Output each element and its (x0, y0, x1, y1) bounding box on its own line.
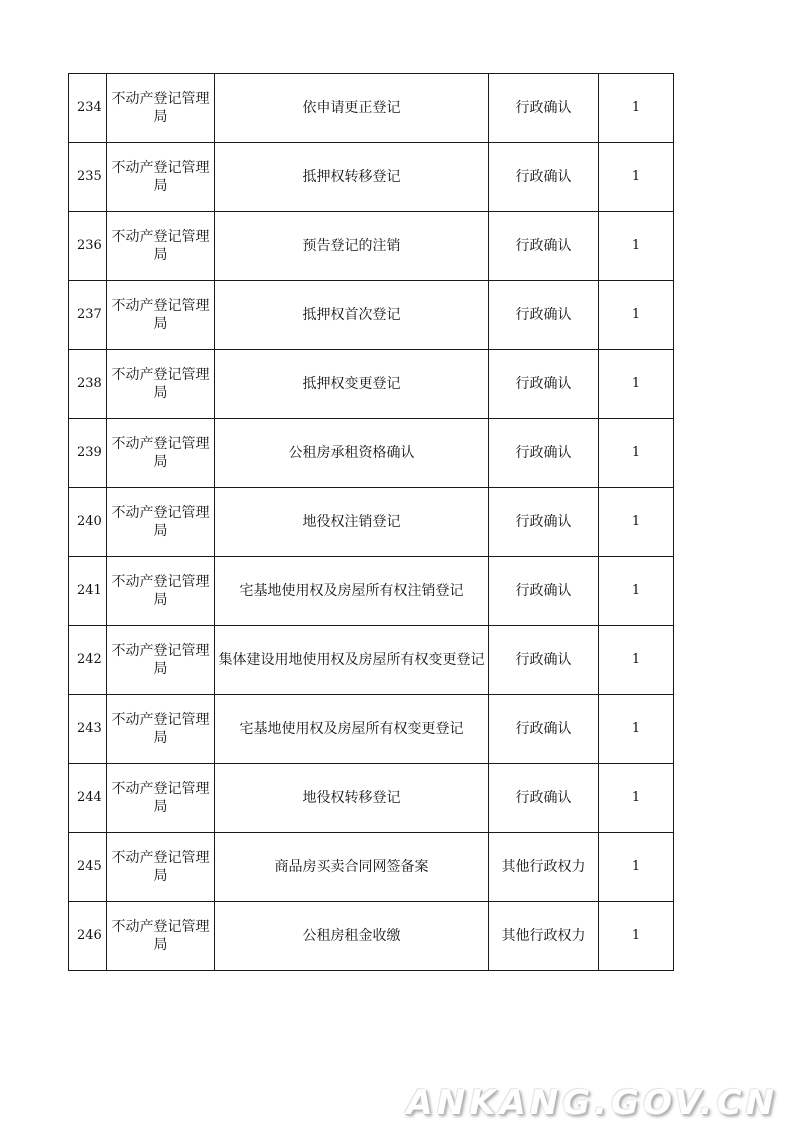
item-name-cell: 抵押权转移登记 (215, 143, 489, 212)
department-cell: 不动产登记管理局 (107, 350, 215, 419)
item-name-cell: 宅基地使用权及房屋所有权注销登记 (215, 557, 489, 626)
power-type-cell: 行政确认 (489, 419, 599, 488)
power-type-cell: 行政确认 (489, 281, 599, 350)
quantity-cell: 1 (599, 557, 674, 626)
table-row (69, 350, 674, 419)
power-type-cell: 行政确认 (489, 557, 599, 626)
department-cell: 不动产登记管理局 (107, 74, 215, 143)
power-type-cell: 行政确认 (489, 74, 599, 143)
quantity-cell: 1 (599, 350, 674, 419)
quantity-cell: 1 (599, 281, 674, 350)
power-type-cell: 行政确认 (489, 626, 599, 695)
quantity-cell: 1 (599, 626, 674, 695)
quantity-cell: 1 (599, 764, 674, 833)
table-row (69, 833, 674, 902)
quantity-cell: 1 (599, 902, 674, 971)
quantity-cell: 1 (599, 212, 674, 281)
row-number-cell: 239 (69, 419, 107, 488)
table-body (69, 74, 674, 971)
table-row (69, 419, 674, 488)
department-cell: 不动产登记管理局 (107, 488, 215, 557)
department-cell: 不动产登记管理局 (107, 833, 215, 902)
row-number-cell: 241 (69, 557, 107, 626)
power-type-cell: 其他行政权力 (489, 902, 599, 971)
table-row (69, 557, 674, 626)
row-number-cell: 238 (69, 350, 107, 419)
power-list-table (68, 73, 674, 971)
item-name-cell: 地役权注销登记 (215, 488, 489, 557)
quantity-cell: 1 (599, 695, 674, 764)
item-name-cell: 集体建设用地使用权及房屋所有权变更登记 (215, 626, 489, 695)
row-number-cell: 234 (69, 74, 107, 143)
table-row (69, 488, 674, 557)
power-type-cell: 行政确认 (489, 143, 599, 212)
item-name-cell: 依申请更正登记 (215, 74, 489, 143)
row-number-cell: 245 (69, 833, 107, 902)
table-row (69, 695, 674, 764)
item-name-cell: 预告登记的注销 (215, 212, 489, 281)
site-watermark: ANKANG.GOV.CN (406, 1083, 778, 1123)
department-cell: 不动产登记管理局 (107, 557, 215, 626)
row-number-cell: 236 (69, 212, 107, 281)
table-row (69, 212, 674, 281)
table-row (69, 764, 674, 833)
row-number-cell: 235 (69, 143, 107, 212)
department-cell: 不动产登记管理局 (107, 419, 215, 488)
power-type-cell: 行政确认 (489, 350, 599, 419)
item-name-cell: 商品房买卖合同网签备案 (215, 833, 489, 902)
item-name-cell: 公租房租金收缴 (215, 902, 489, 971)
item-name-cell: 抵押权首次登记 (215, 281, 489, 350)
quantity-cell: 1 (599, 74, 674, 143)
quantity-cell: 1 (599, 488, 674, 557)
row-number-cell: 244 (69, 764, 107, 833)
power-type-cell: 行政确认 (489, 488, 599, 557)
power-type-cell: 行政确认 (489, 695, 599, 764)
department-cell: 不动产登记管理局 (107, 281, 215, 350)
item-name-cell: 地役权转移登记 (215, 764, 489, 833)
row-number-cell: 246 (69, 902, 107, 971)
item-name-cell: 抵押权变更登记 (215, 350, 489, 419)
department-cell: 不动产登记管理局 (107, 695, 215, 764)
power-type-cell: 行政确认 (489, 212, 599, 281)
table-row (69, 902, 674, 971)
department-cell: 不动产登记管理局 (107, 143, 215, 212)
row-number-cell: 240 (69, 488, 107, 557)
department-cell: 不动产登记管理局 (107, 764, 215, 833)
row-number-cell: 242 (69, 626, 107, 695)
table-row (69, 281, 674, 350)
row-number-cell: 237 (69, 281, 107, 350)
quantity-cell: 1 (599, 419, 674, 488)
quantity-cell: 1 (599, 833, 674, 902)
table-row (69, 626, 674, 695)
table-row (69, 74, 674, 143)
power-type-cell: 其他行政权力 (489, 833, 599, 902)
item-name-cell: 公租房承租资格确认 (215, 419, 489, 488)
department-cell: 不动产登记管理局 (107, 626, 215, 695)
item-name-cell: 宅基地使用权及房屋所有权变更登记 (215, 695, 489, 764)
row-number-cell: 243 (69, 695, 107, 764)
department-cell: 不动产登记管理局 (107, 902, 215, 971)
quantity-cell: 1 (599, 143, 674, 212)
power-type-cell: 行政确认 (489, 764, 599, 833)
department-cell: 不动产登记管理局 (107, 212, 215, 281)
table-row (69, 143, 674, 212)
